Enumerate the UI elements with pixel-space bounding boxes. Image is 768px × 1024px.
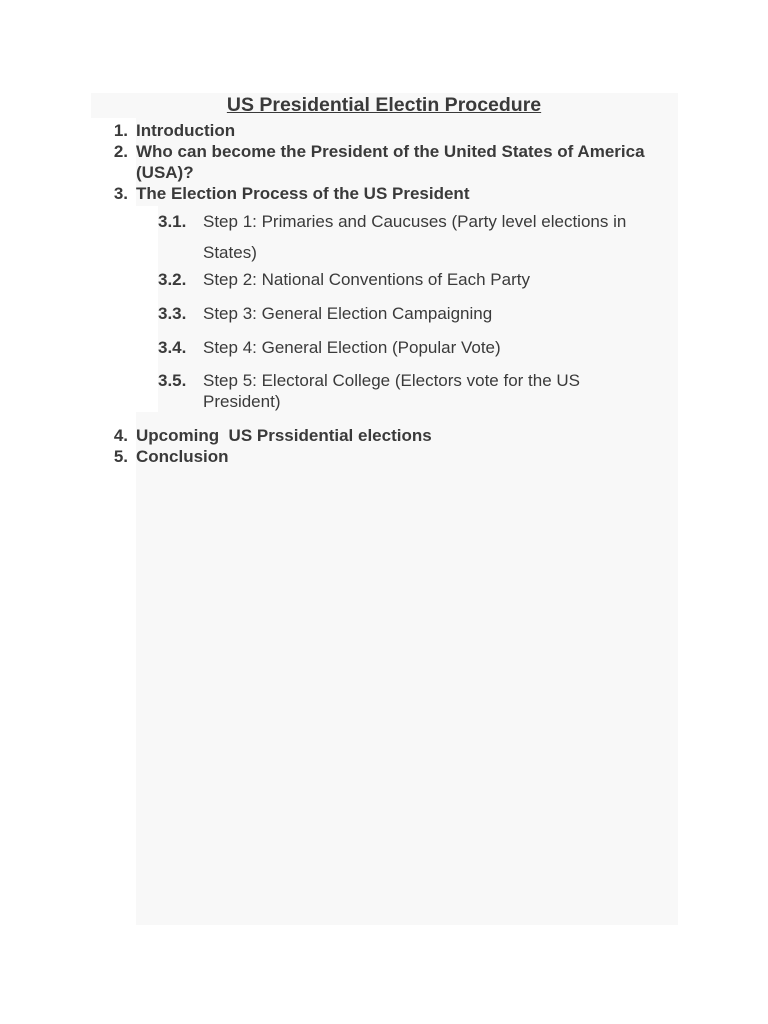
list-item — [113, 141, 666, 183]
list-item — [113, 120, 666, 141]
list-item-text: The Election Process of the US President — [136, 184, 470, 203]
sublist-item-number: 3.1. — [158, 212, 187, 231]
body-highlight — [136, 412, 678, 925]
sublist-item — [158, 268, 658, 291]
sublist-item-text: Step 5: Electoral College (Electors vote for the US President) — [203, 371, 581, 411]
list-item-text: Conclusion — [136, 447, 229, 466]
sublist-item-text: Step 4: General Election (Popular Vote) — [203, 338, 501, 357]
list-item-number: 5. — [113, 447, 128, 466]
list-item-number: 1. — [113, 121, 128, 140]
sublist-item — [158, 302, 658, 325]
sublist-item-number: 3.5. — [158, 371, 187, 390]
list-item-text: Who can become the President of the United States of America (USA)? — [136, 142, 645, 182]
sublist-item — [158, 370, 623, 412]
sublist-item-text: Step 3: General Election Campaigning — [203, 304, 493, 323]
list-item-number: 2. — [113, 142, 128, 161]
list-item-number: 4. — [113, 426, 128, 445]
sublist-item-number: 3.4. — [158, 338, 187, 357]
list-item-number: 3. — [113, 184, 128, 203]
sublist-item-number: 3.2. — [158, 270, 187, 289]
sublist-item-number: 3.3. — [158, 304, 187, 323]
list-item — [113, 183, 666, 204]
sublist-item-text: Step 2: National Conventions of Each Party — [203, 270, 530, 289]
sublist-item — [158, 336, 658, 359]
page-title: US Presidential Electin Procedure — [226, 94, 542, 116]
list-item-text: Upcoming US Prssidential elections — [136, 426, 432, 445]
sublist-item — [158, 206, 658, 268]
sublist-item-text: Step 1: Primaries and Caucuses (Party level elections in States) — [203, 212, 627, 262]
list-item-text: Introduction — [136, 121, 236, 140]
list-item — [113, 425, 666, 446]
list-item — [113, 446, 666, 467]
